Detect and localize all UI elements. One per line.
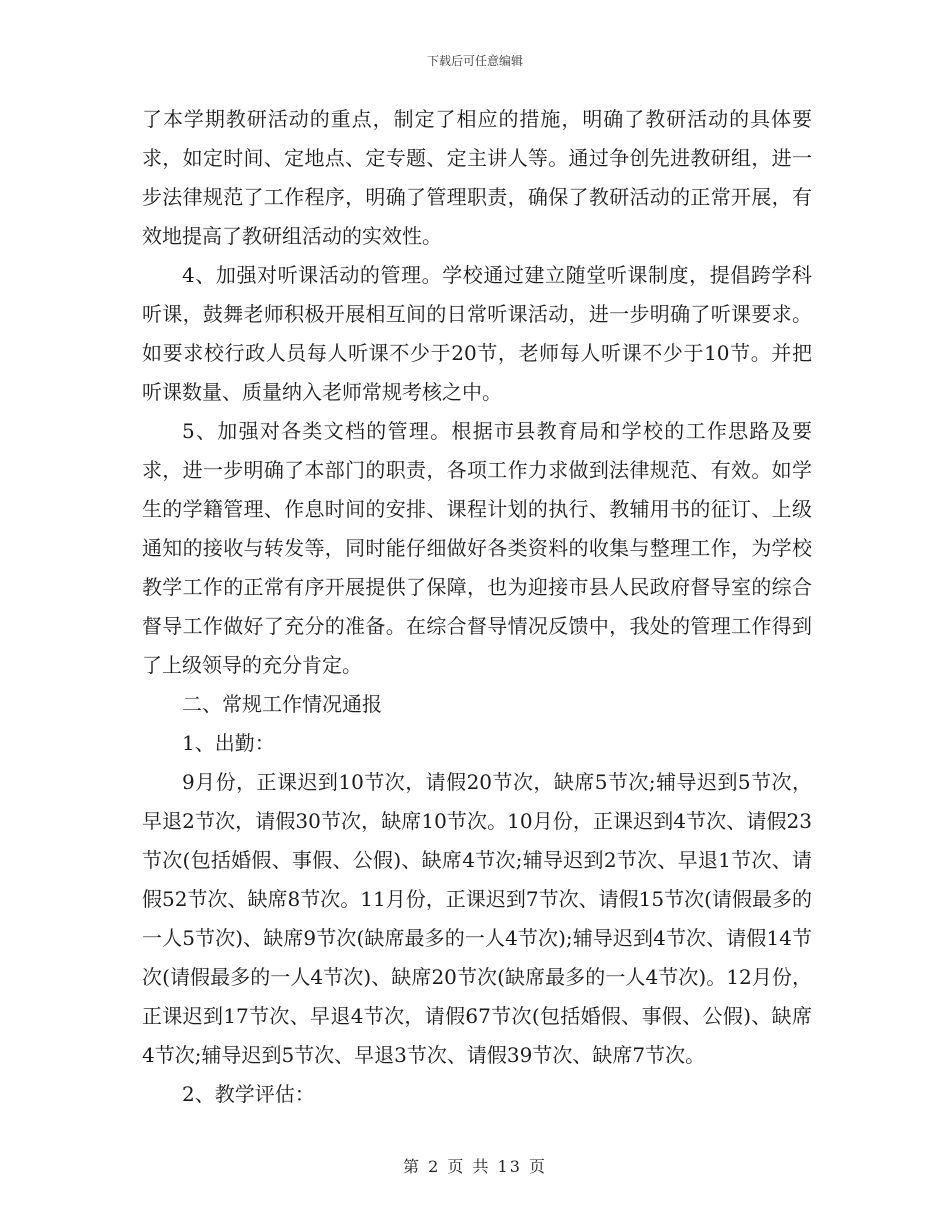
page-footer: 第 2 页 共 13 页: [403, 1157, 547, 1176]
document-body: [142, 100, 812, 1114]
paragraph-attendance-details: 9月份，正课迟到10节次，请假20节次，缺席5节次;辅导迟到5节次，早退2节次，请假30节次，缺席10节次。10月份，正课迟到4节次、请假23节次(包括婚假、事假、公假)、缺席4节次;辅导迟到2节次、早退1节次、请假52节次、缺席8节次。11月份，正课迟到7节次、请假15节次(请假最多的一人5节次)、缺席9节次(缺席最多的一人4节次);辅导迟到4节次、请假14节次(请假最多的一人4节次)、缺席20节次(缺席最多的一人4节次)。12月份，正课迟到17节次、早退4节次，请假67节次(包括婚假、事假、公假)、缺席4节次;辅导迟到5节次、早退3节次、请假39节次、缺席7节次。: [142, 770, 812, 1067]
paragraph-continuation: 了本学期教研活动的重点，制定了相应的措施，明确了教研活动的具体要求，如定时间、定地点、定专题、定主讲人等。通过争创先进教研组，进一步法律规范了工作程序，明确了管理职责，确保了教研活动的正常开展，有效地提高了教研组活动的实效性。: [142, 107, 812, 248]
page-header: 下载后可任意编辑: [426, 54, 523, 68]
subheading-teaching-evaluation: 2、教学评估：: [182, 1082, 315, 1106]
subheading-attendance: 1、出勤：: [182, 731, 275, 755]
section-heading: 二、常规工作情况通报: [182, 692, 382, 716]
paragraph-listening-management: 4、加强对听课活动的管理。学校通过建立随堂听课制度，提倡跨学科听课，鼓舞老师积极开展相互间的日常听课活动，进一步明确了听课要求。如要求校行政人员每人听课不少于20节，老师每人听课不少于10节。并把听课数量、质量纳入老师常规考核之中。: [142, 263, 812, 404]
paragraph-document-management: 5、加强对各类文档的管理。根据市县教育局和学校的工作思路及要求，进一步明确了本部门的职责，各项工作力求做到法律规范、有效。如学生的学籍管理、作息时间的安排、课程计划的执行、教辅用书的征订、上级通知的接收与转发等，同时能仔细做好各类资料的收集与整理工作，为学校教学工作的正常有序开展提供了保障，也为迎接市县人民政府督导室的综合督导工作做好了充分的准备。在综合督导情况反馈中，我处的管理工作得到了上级领导的充分肯定。: [142, 419, 812, 677]
